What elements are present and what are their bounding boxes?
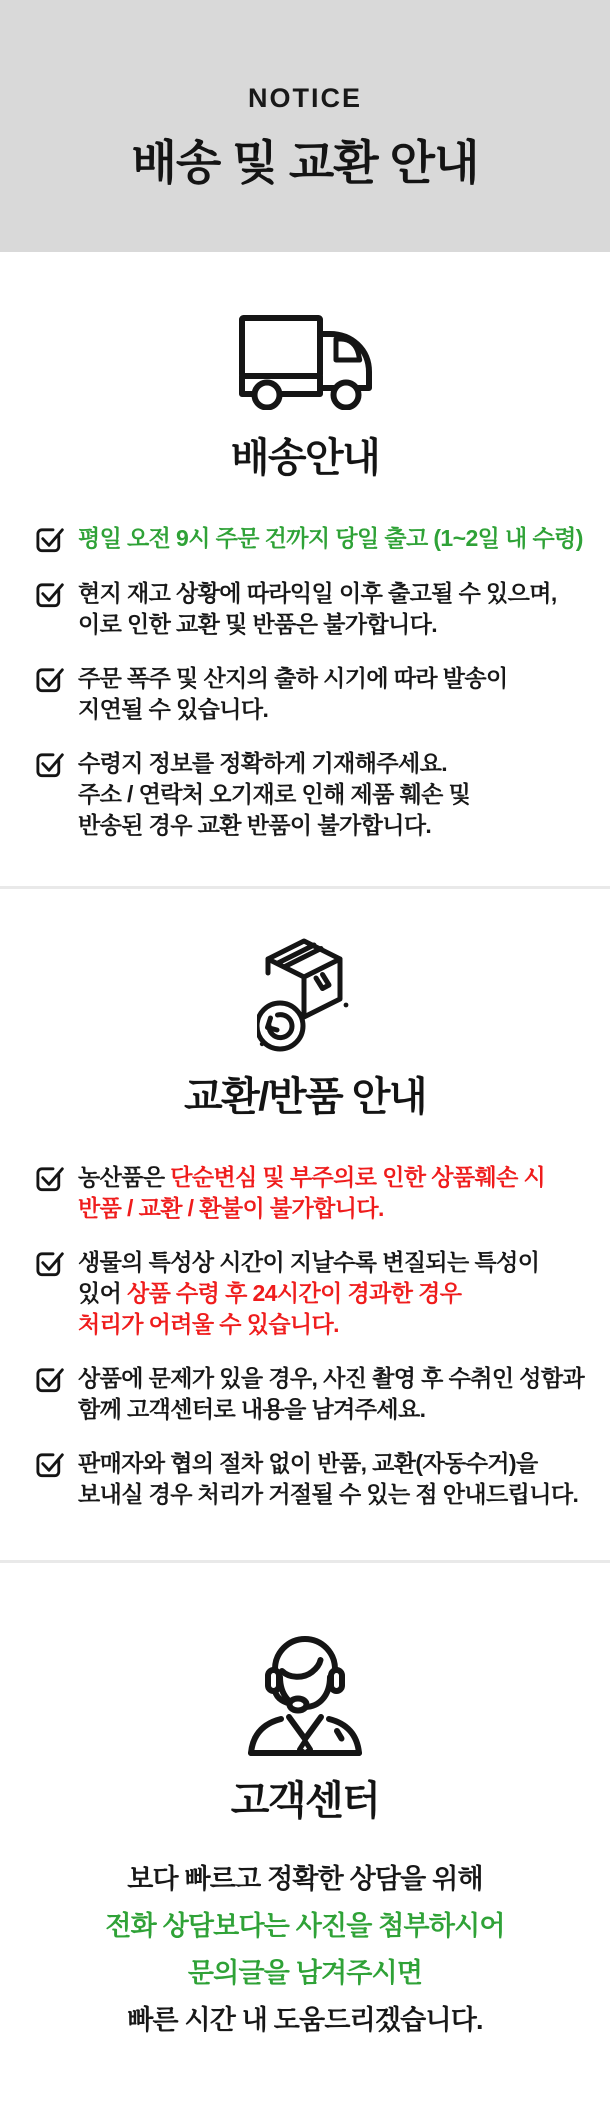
list-item-text: 상품 수령 후 24시간이 경과한 경우: [127, 1280, 462, 1306]
section-divider: [0, 1560, 610, 1563]
return-box-icon: [0, 937, 610, 1053]
checkbox-check-icon: [33, 525, 65, 555]
list-item: [33, 523, 582, 555]
list-item: [33, 1247, 582, 1340]
bottom-spacer: [0, 2044, 610, 2128]
list-item-text: 평일 오전 9시 주문 건까지 당일 출고 (1~2일 내 수령): [78, 525, 583, 551]
list-item-text: 수령지 정보를 정확하게 기재해주세요.: [78, 750, 448, 776]
list-item-text: 단순변심 및 부주의로 인한 상품훼손 시: [170, 1164, 546, 1190]
list-item-text: 이로 인한 교환 및 반품은 불가합니다.: [78, 611, 438, 637]
list-item-text: 함께 고객센터로 내용을 남겨주세요.: [78, 1396, 426, 1422]
checkbox-check-icon: [33, 1249, 65, 1279]
exchange-title: 교환/반품 안내: [183, 1075, 427, 1119]
cs-text-line: 문의글을 남겨주시면: [187, 1958, 423, 1988]
section-divider: [0, 886, 610, 889]
list-item-text: 반품 / 교환 / 환불이 불가합니다.: [78, 1195, 384, 1221]
list-item-text: 판매자와 협의 절차 없이 반품, 교환(자동수거)을: [78, 1450, 538, 1476]
list-item-text: 주소 / 연락처 오기재로 인해 제품 훼손 및: [78, 781, 471, 807]
cs-text-line: 전화 상담보다는 사진을 첨부하시어: [105, 1911, 505, 1941]
shipping-title: 배송안내: [230, 436, 380, 480]
list-item-text: 지연될 수 있습니다.: [78, 696, 269, 722]
notice-header: [0, 0, 610, 252]
list-item: [33, 578, 582, 640]
list-item-text: 농산품은: [78, 1164, 171, 1190]
cs-text-line: 보다 빠르고 정확한 상담을 위해: [127, 1864, 483, 1894]
cs-text-line: 빠른 시간 내 도움드리겠습니다.: [127, 2005, 483, 2035]
notice-eyebrow: NOTICE: [247, 83, 362, 113]
exchange-section: [0, 937, 610, 1510]
checkbox-check-icon: [33, 665, 65, 695]
shipping-section: [0, 314, 610, 841]
checkbox-check-icon: [33, 1450, 65, 1480]
list-item-text: 있어: [78, 1280, 128, 1306]
list-item: [33, 1448, 582, 1510]
list-item-text: 현지 재고 상황에 따라익일 이후 출고될 수 있으며,: [78, 580, 557, 606]
list-item: [33, 1162, 582, 1224]
headset-agent-icon: [0, 1627, 610, 1759]
shipping-checklist: [33, 523, 582, 841]
list-item-text: 주문 폭주 및 산지의 출하 시기에 따라 발송이: [78, 665, 508, 691]
checkbox-check-icon: [33, 1365, 65, 1395]
list-item: [33, 748, 582, 841]
customer-center-title: 고객센터: [230, 1779, 380, 1823]
checkbox-check-icon: [33, 1164, 65, 1194]
list-item-text: 보내실 경우 처리가 거절될 수 있는 점 안내드립니다.: [78, 1481, 579, 1507]
customer-center-section: [0, 1627, 610, 2128]
checkbox-check-icon: [33, 580, 65, 610]
customer-center-text: [0, 1856, 610, 2044]
list-item-text: 처리가 어려울 수 있습니다.: [78, 1311, 339, 1337]
list-item-text: 반송된 경우 교환 반품이 불가합니다.: [78, 812, 432, 838]
list-item: [33, 663, 582, 725]
exchange-checklist: [33, 1162, 585, 1510]
checkbox-check-icon: [33, 750, 65, 780]
list-item-text: 상품에 문제가 있을 경우, 사진 촬영 후 수취인 성함과: [78, 1365, 585, 1391]
truck-icon: [0, 314, 610, 410]
list-item: [33, 1363, 585, 1425]
page-title: 배송 및 교환 안내: [131, 136, 479, 189]
list-item-text: 생물의 특성상 시간이 지날수록 변질되는 특성이: [78, 1249, 540, 1275]
